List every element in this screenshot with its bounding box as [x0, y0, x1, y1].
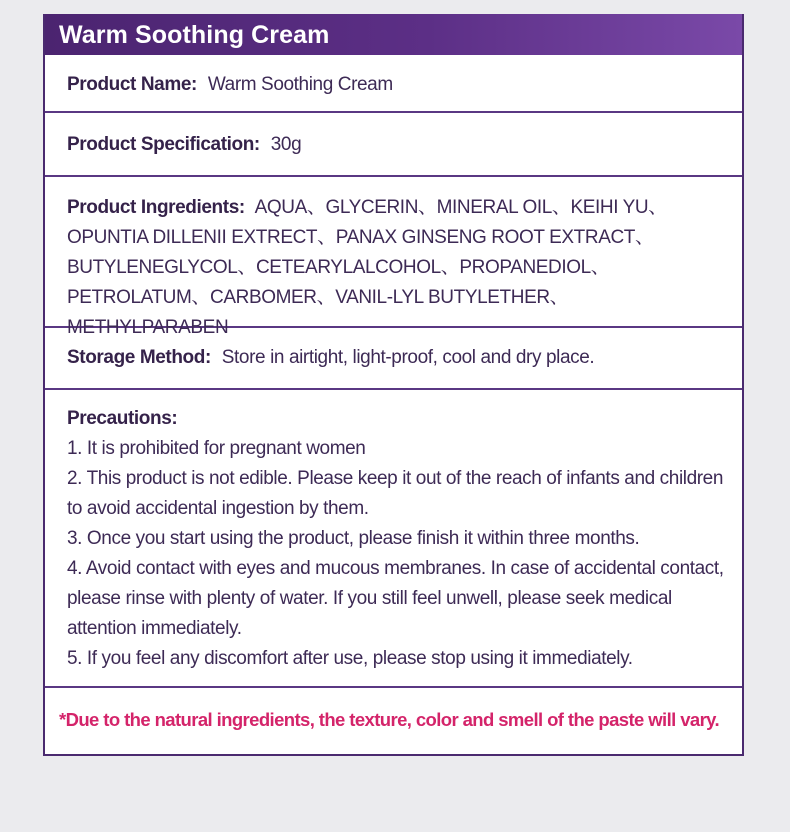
- precautions-row: [45, 388, 742, 686]
- storage-value: Store in airtight, light-proof, cool and dry place.: [221, 347, 595, 368]
- storage-label: Storage Method:: [67, 347, 211, 368]
- product-info-card: [43, 14, 744, 756]
- precautions-label: Precautions:: [67, 408, 178, 429]
- product-name-label: Product Name:: [67, 74, 197, 95]
- product-spec-row: [45, 111, 742, 175]
- ingredients-value: AQUA、GLYCERIN、MINERAL OIL、KEIHI YU、OPUNTIA DILLENII EXTRECT、PANAX GINSENG ROOT EXTRACT、BUTYLENEGLYCOL、CETEARYLALCOHOL、PROPANEDIOL、PETROLATUM、CARBOMER、VANIL-LYL BUTYLETHER、METHYLPARABEN: [67, 197, 667, 338]
- ingredients-row: [45, 175, 742, 338]
- precaution-item: 1. It is prohibited for pregnant women: [67, 438, 366, 459]
- ingredients-label: Product Ingredients:: [67, 197, 245, 218]
- card-title: Warm Soothing Cream: [45, 14, 742, 55]
- product-name-value: Warm Soothing Cream: [207, 74, 393, 95]
- precaution-item: 3. Once you start using the product, please finish it within three months.: [67, 528, 640, 549]
- product-spec-label: Product Specification:: [67, 134, 260, 155]
- product-name-row: [45, 55, 742, 111]
- product-spec-value: 30g: [270, 134, 302, 155]
- precaution-item: 4. Avoid contact with eyes and mucous membranes. In case of accidental contact, please rinse with plenty of water. If you still feel unwell, please seek medical attention immediately.: [67, 558, 724, 639]
- precaution-item: 2. This product is not edible. Please keep it out of the reach of infants and children to avoid accidental ingestion by them.: [67, 468, 724, 519]
- variation-note: *Due to the natural ingredients, the texture, color and smell of the paste will vary.: [45, 686, 742, 756]
- precaution-item: 5. If you feel any discomfort after use, please stop using it immediately.: [67, 648, 633, 669]
